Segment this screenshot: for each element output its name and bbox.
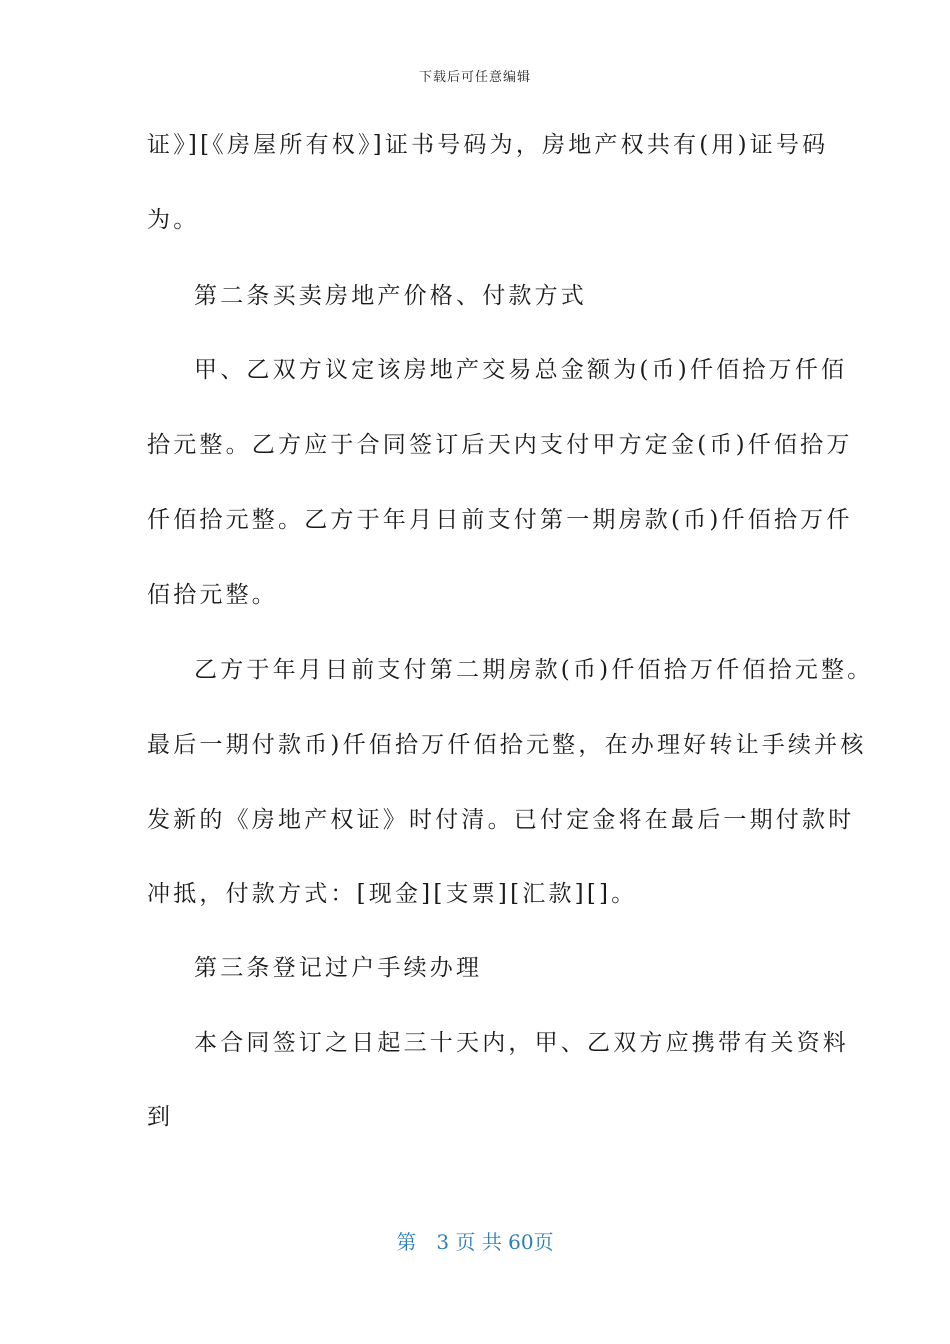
- body-line-7: 佰拾元整。: [147, 582, 278, 608]
- body-line-2: 为。: [147, 207, 200, 233]
- body-line-5: 拾元整。乙方应于合同签订后天内支付甲方定金(币)仟佰拾万: [147, 432, 853, 458]
- section-heading-2: 第二条买卖房地产价格、付款方式: [194, 283, 587, 309]
- body-line-10: 发新的《房地产权证》时付清。已付定金将在最后一期付款时: [147, 807, 855, 833]
- body-line-9: 最后一期付款币)仟佰拾万仟佰拾元整，在办理好转让手续并核: [147, 732, 867, 758]
- page-number-footer: 第 3 页 共 60页: [396, 1230, 554, 1254]
- header-note: 下载后可任意编辑: [418, 70, 531, 85]
- body-line-13: 本合同签订之日起三十天内，甲、乙双方应携带有关资料: [194, 1030, 849, 1056]
- body-line-4: 甲、乙双方议定该房地产交易总金额为(币)仟佰拾万仟佰: [194, 357, 848, 383]
- section-heading-3: 第三条登记过户手续办理: [194, 955, 483, 981]
- body-line-14: 到: [147, 1104, 174, 1130]
- body-line-8: 乙方于年月日前支付第二期房款(币)仟佰拾万仟佰拾元整。: [194, 657, 874, 683]
- body-line-11: 冲抵，付款方式：[现金][支票][汇款][]。: [147, 881, 638, 907]
- body-line-1: 证》][《房屋所有权》]证书号码为，房地产权共有(用)证号码: [147, 132, 829, 158]
- body-line-6: 仟佰拾元整。乙方于年月日前支付第一期房款(币)仟佰拾万仟: [147, 507, 853, 533]
